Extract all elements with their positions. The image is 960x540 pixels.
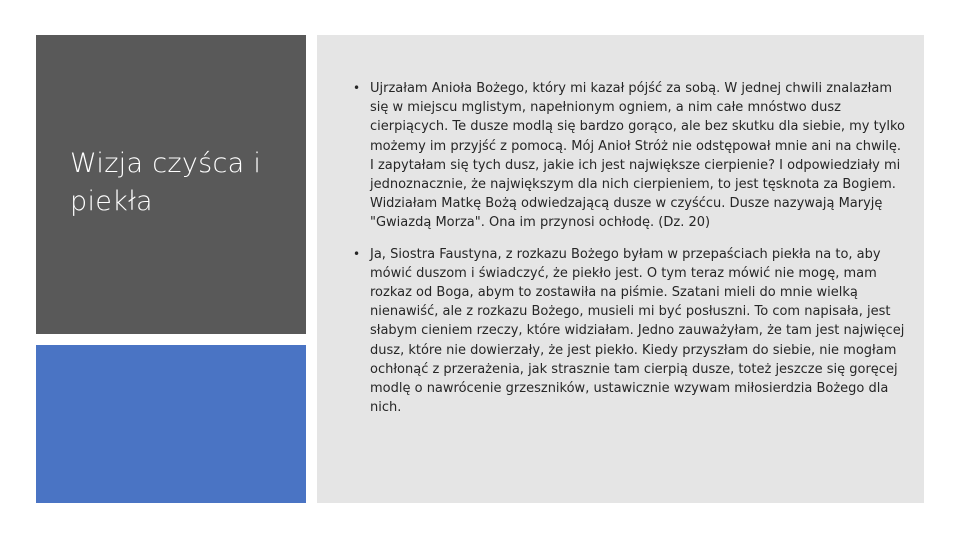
bullet-marker: • bbox=[353, 81, 361, 95]
bullet-text: Ja, Siostra Faustyna, z rozkazu Bożego byłam w przepaściach piekła na to, aby mówić duszom i świadczyć, że piekło jest. O tym teraz mówić nie mogę, mam rozkaz od Boga, abym to zostawiła na piśmie. Szatani mieli do mnie wielką nienawiść, ale z rozkazu Bożego, musieli mi być posłuszni. To com napisała, jest słabym cieniem rzeczy, które widziałam. Jedno zauważyłam, że tam jest najwięcej dusz, które nie dowierzały, że jest piekło. Kiedy przyszłam do siebie, nie mogłam ochłonąć z przerażenia, jak strasznie tam cierpią dusze, toteż jeszcze się goręcej modlę o nawrócenie grzeszników, ustawicznie wzywam miłosierdzia Bożego dla nich. bbox=[370, 246, 905, 416]
bullet-text: Ujrzałam Anioła Bożego, który mi kazał pójść za sobą. W jednej chwili znalazłam się w miejscu mglistym, napełnionym ogniem, a nim całe mnóstwo dusz cierpiących. Te dusze modlą się bardzo gorąco, ale bez skutku dla siebie, my tylko możemy im przyjść z pomocą. Mój Anioł Stróż nie odstępował mnie ani na chwilę. I zapytałam się tych dusz, jakie ich jest największe cierpienie? I odpowiedziały mi jednoznacznie, że największym dla nich cierpieniem, to jest tęsknota za Bogiem. Widziałam Matkę Bożą odwiedzającą dusze w czyśćcu. Dusze nazywają Maryję "Gwiazdą Morza". Ona im przynosi ochłodę. (Dz. 20) bbox=[370, 81, 906, 231]
bullet-item bbox=[353, 245, 908, 418]
content-panel bbox=[317, 35, 924, 503]
bullet-item bbox=[353, 79, 908, 233]
accent-panel bbox=[36, 345, 306, 503]
bullet-marker: • bbox=[353, 246, 361, 261]
title-panel bbox=[36, 35, 306, 334]
bullet-list bbox=[353, 79, 908, 429]
slide-title: Wizja czyśca i piekła bbox=[70, 148, 262, 217]
